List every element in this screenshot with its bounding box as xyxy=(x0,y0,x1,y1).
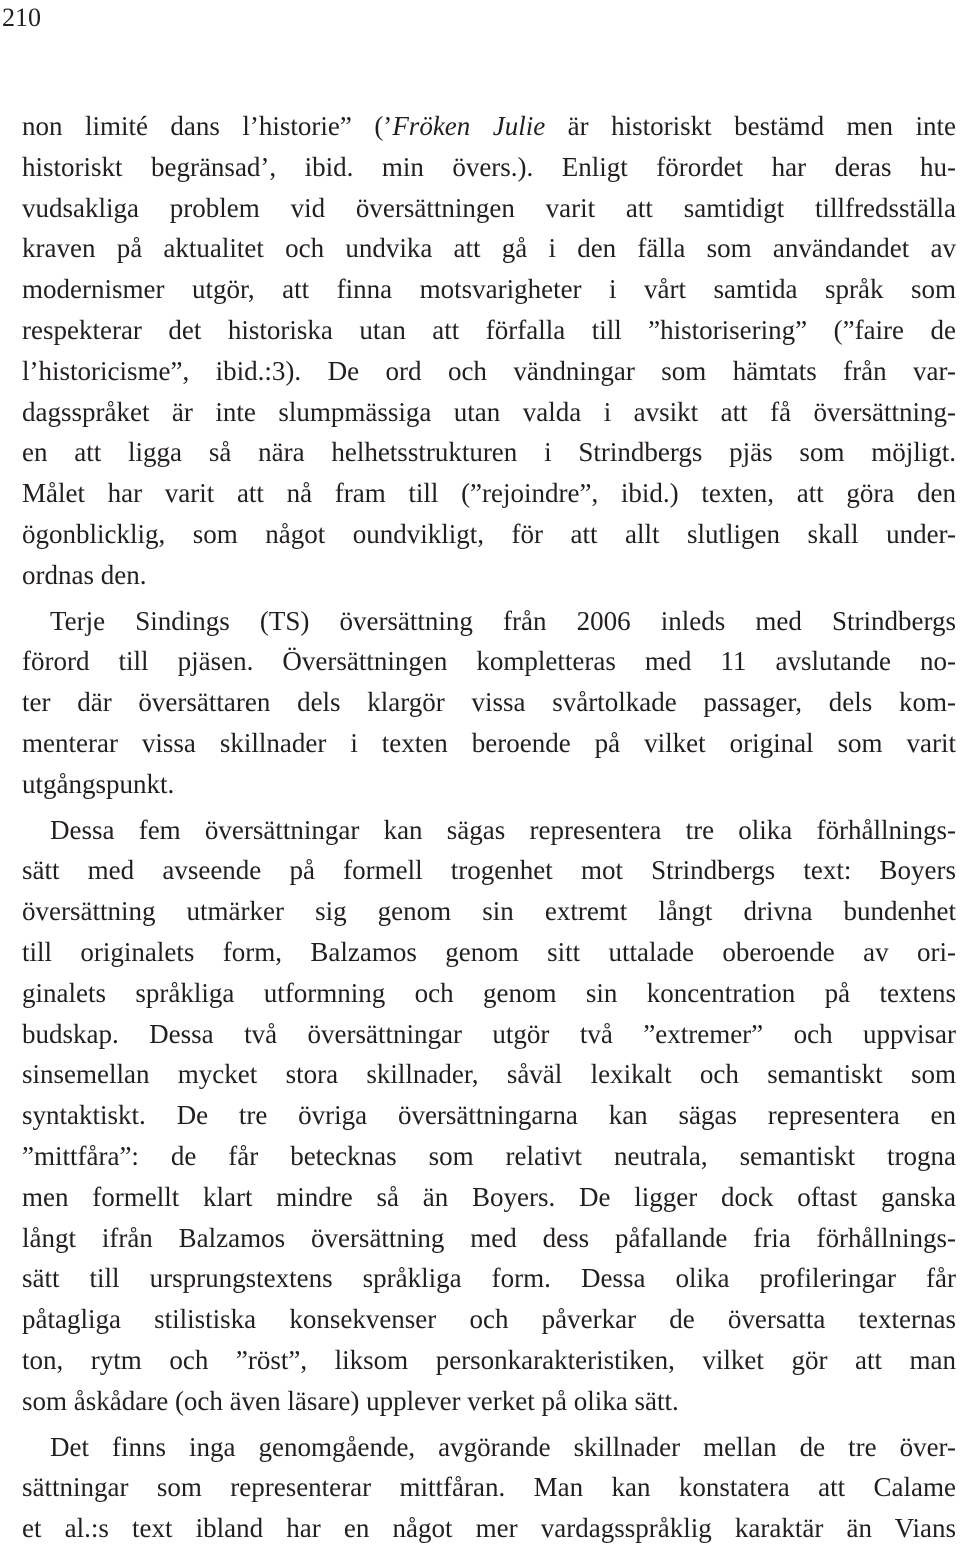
text-line xyxy=(22,1299,956,1340)
text-run: förord till pjäsen. Översättningen kompletteras med 11 avslutande no- xyxy=(22,646,956,677)
text-run: budskap. Dessa två översättningar utgör två ”extremer” och uppvisar xyxy=(22,1018,956,1049)
text-line xyxy=(22,1427,956,1468)
text-run: men formellt klart mindre så än Boyers. De ligger dock oftast ganska xyxy=(22,1181,956,1212)
text-run: syntaktiskt. De tre övriga översättningarna kan sägas representera en xyxy=(22,1100,956,1131)
text-run: ter där översättaren dels klargör vissa svårtolkade passager, dels kom- xyxy=(22,687,956,718)
text-line xyxy=(22,514,956,555)
text-run: Dessa fem översättningar kan sägas representera tre olika förhållnings- xyxy=(50,814,956,845)
text-run: utgångspunkt. xyxy=(22,768,175,799)
text-line xyxy=(22,641,956,682)
text-line xyxy=(22,228,956,269)
text-run: modernismer utgör, att finna motsvarigheter i vårt samtida språk som xyxy=(22,274,956,305)
text-line xyxy=(22,473,956,514)
text-run: vudsakliga problem vid översättningen varit att samtidigt tillfredsställa xyxy=(22,192,956,223)
text-run: ögonblicklig, som något oundvikligt, för att allt slutligen skall under- xyxy=(22,518,956,549)
text-run: påtagliga stilistiska konsekvenser och påverkar de översatta texternas xyxy=(22,1304,956,1335)
text-line xyxy=(22,310,956,351)
text-run: översättning utmärker sig genom sin extremt långt drivna bundenhet xyxy=(22,896,956,927)
text-run: respekterar det historiska utan att förfalla till ”historisering” (”faire de xyxy=(22,314,956,345)
text-line xyxy=(22,351,956,392)
text-line xyxy=(22,269,956,310)
text-line xyxy=(22,188,956,229)
text-run: ordnas den. xyxy=(22,559,147,590)
text-run: non limité dans l’historie” (’ xyxy=(22,111,393,141)
text-run: sättningar som representerar mittfåran. Man kan konstatera att Calame xyxy=(22,1472,956,1503)
text-line xyxy=(22,601,956,642)
text-line xyxy=(22,891,956,932)
text-run: sinsemellan mycket stora skillnader, såväl lexikalt och semantiskt som xyxy=(22,1059,956,1090)
text-run: ginalets språkliga utformning och genom sin koncentration på textens xyxy=(22,977,956,1008)
italic-title: Fröken Julie xyxy=(392,111,546,141)
text-line xyxy=(22,392,956,433)
text-run: långt ifrån Balzamos översättning med dess påfallande fria förhållnings- xyxy=(22,1222,956,1253)
text-line xyxy=(22,106,956,147)
text-run: l’historicisme”, ibid.:3). De ord och vändningar som hämtats från var- xyxy=(22,355,956,386)
text-run: ton, rytm och ”röst”, liksom personkarakteristiken, vilket gör att man xyxy=(22,1344,956,1375)
text-line xyxy=(22,1258,956,1299)
text-line xyxy=(22,1340,956,1381)
body-text xyxy=(22,106,956,1549)
text-line xyxy=(22,973,956,1014)
text-line xyxy=(22,432,956,473)
text-run: et al.:s text ibland har en något mer vardagsspråklig karaktär än Vians xyxy=(22,1513,956,1544)
text-line xyxy=(22,932,956,973)
text-run: menterar vissa skillnader i texten beroende på vilket original som varit xyxy=(22,727,956,758)
text-line xyxy=(22,850,956,891)
text-line xyxy=(22,1218,956,1259)
text-line xyxy=(22,682,956,723)
text-run: är historiskt bestämd men inte xyxy=(545,111,956,141)
text-line xyxy=(22,764,956,805)
text-line xyxy=(22,147,956,188)
text-line xyxy=(22,1177,956,1218)
text-run: Målet har varit att nå fram till (”rejoindre”, ibid.) texten, att göra den xyxy=(22,478,956,509)
paragraph-1 xyxy=(22,106,956,596)
text-run: ”mittfåra”: de får betecknas som relativt neutrala, semantiskt trogna xyxy=(22,1140,956,1171)
text-line xyxy=(22,1508,956,1549)
text-run: historiskt begränsad’, ibid. min övers.). Enligt förordet har deras hu- xyxy=(22,151,956,182)
text-run: dagsspråket är inte slumpmässiga utan valda i avsikt att få översättning- xyxy=(22,396,956,427)
text-run: kraven på aktualitet och undvika att gå i den fälla som användandet av xyxy=(22,233,956,264)
text-line xyxy=(22,1136,956,1177)
text-line xyxy=(22,1381,956,1422)
text-line xyxy=(22,555,956,596)
paragraph-4 xyxy=(22,1427,956,1549)
text-line xyxy=(22,810,956,851)
text-run: sätt till ursprungstextens språkliga form. Dessa olika profileringar får xyxy=(22,1263,956,1294)
text-line xyxy=(22,1467,956,1508)
text-run: sätt med avseende på formell trogenhet mot Strindbergs text: Boyers xyxy=(22,855,956,886)
text-run: till originalets form, Balzamos genom sitt uttalade oberoende av ori- xyxy=(22,936,956,967)
text-run: Terje Sindings (TS) översättning från 2006 inleds med Strindbergs xyxy=(50,605,956,636)
paragraph-2 xyxy=(22,601,956,805)
paragraph-3 xyxy=(22,810,956,1422)
text-line xyxy=(22,723,956,764)
text-line xyxy=(22,1095,956,1136)
text-run: en att ligga så nära helhetsstrukturen i Strindbergs pjäs som möjligt. xyxy=(22,437,956,468)
text-run: Det finns inga genomgående, avgörande skillnader mellan de tre över- xyxy=(50,1431,956,1462)
text-line xyxy=(22,1014,956,1055)
page-number: 210 xyxy=(2,3,41,32)
text-run: som åskådare (och även läsare) upplever verket på olika sätt. xyxy=(22,1385,679,1416)
text-line xyxy=(22,1054,956,1095)
